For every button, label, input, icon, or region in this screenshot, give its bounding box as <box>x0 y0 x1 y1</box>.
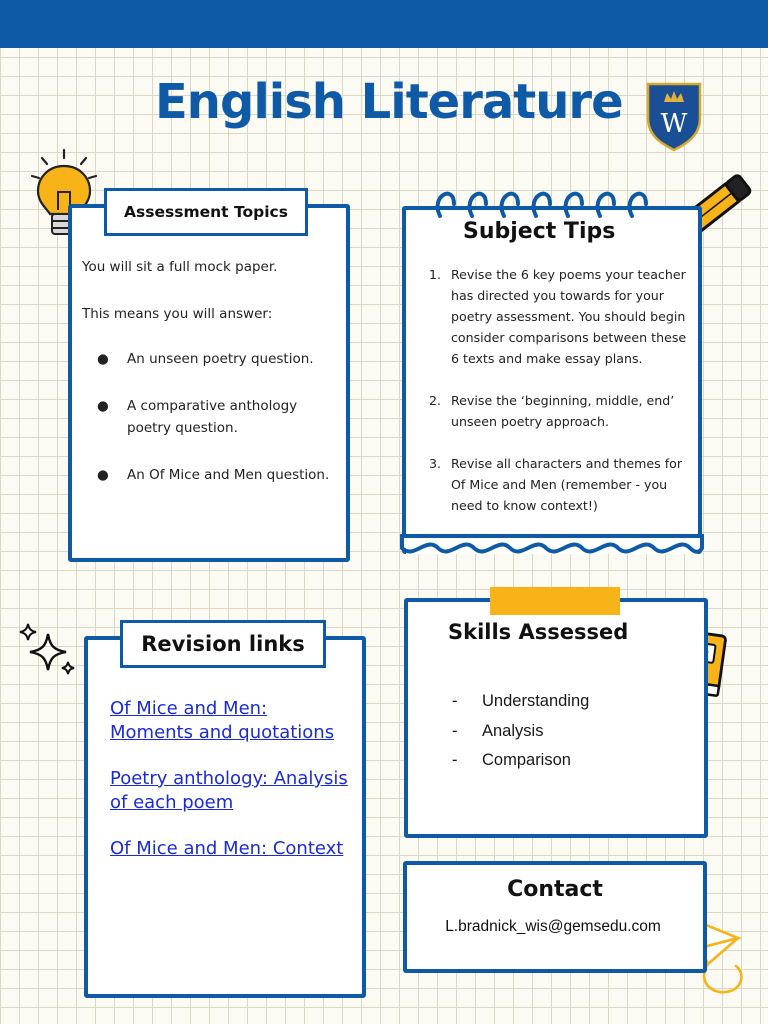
contact-heading: Contact <box>507 877 603 902</box>
skills-list <box>452 689 589 778</box>
assessment-heading <box>104 188 308 236</box>
tips-heading: Subject Tips <box>463 219 616 244</box>
assessment-item: ● An unseen poetry question. <box>97 351 314 367</box>
skill-item: - Understanding <box>452 692 590 710</box>
assessment-item: ● A comparative anthology poetry question. <box>97 398 298 436</box>
assessment-list <box>82 348 340 486</box>
skills-heading: Skills Assessed <box>448 620 629 644</box>
assessment-intro: You will sit a full mock paper. <box>82 259 278 275</box>
tip-item: 2. Revise the ‘beginning, middle, end’ unseen poetry approach. <box>429 393 675 429</box>
skill-item: - Analysis <box>452 721 544 740</box>
top-banner <box>0 0 768 48</box>
revision-heading-text: Revision links <box>141 632 305 656</box>
tape-strip <box>490 587 620 615</box>
assessment-item: ● An Of Mice and Men question. <box>97 467 330 483</box>
assessment-heading-text: Assessment Topics <box>124 203 288 221</box>
link-mice-context[interactable]: Of Mice and Men: Context <box>110 838 344 859</box>
crest-icon <box>644 80 704 152</box>
assessment-lead: This means you will answer: <box>82 306 273 322</box>
tips-list <box>429 264 693 516</box>
tip-item: 3. Revise all characters and themes for Of Mice and Men (remember - you need to know context!) <box>429 456 683 513</box>
revision-links <box>110 697 350 883</box>
assessment-body <box>82 256 340 511</box>
tip-item: 1. Revise the 6 key poems your teacher has directed you towards for your poetry assessment. You should begin consider comparisons between these 6 texts and make essay plans. <box>429 267 687 366</box>
sparkle-icon <box>18 620 78 682</box>
crest-letter: W <box>660 109 688 139</box>
contact-email[interactable]: L.bradnick_wis@gemsedu.com <box>445 918 661 935</box>
page-title: English Literature <box>155 74 623 130</box>
skill-item: - Comparison <box>452 751 571 769</box>
tips-body <box>429 264 693 537</box>
link-mice-moments[interactable]: Of Mice and Men: Moments and quotations <box>110 698 335 743</box>
notepad-wavy-edge <box>400 534 704 564</box>
revision-heading <box>120 620 326 668</box>
link-poetry-anthology[interactable]: Poetry anthology: Analysis of each poem <box>110 768 348 813</box>
